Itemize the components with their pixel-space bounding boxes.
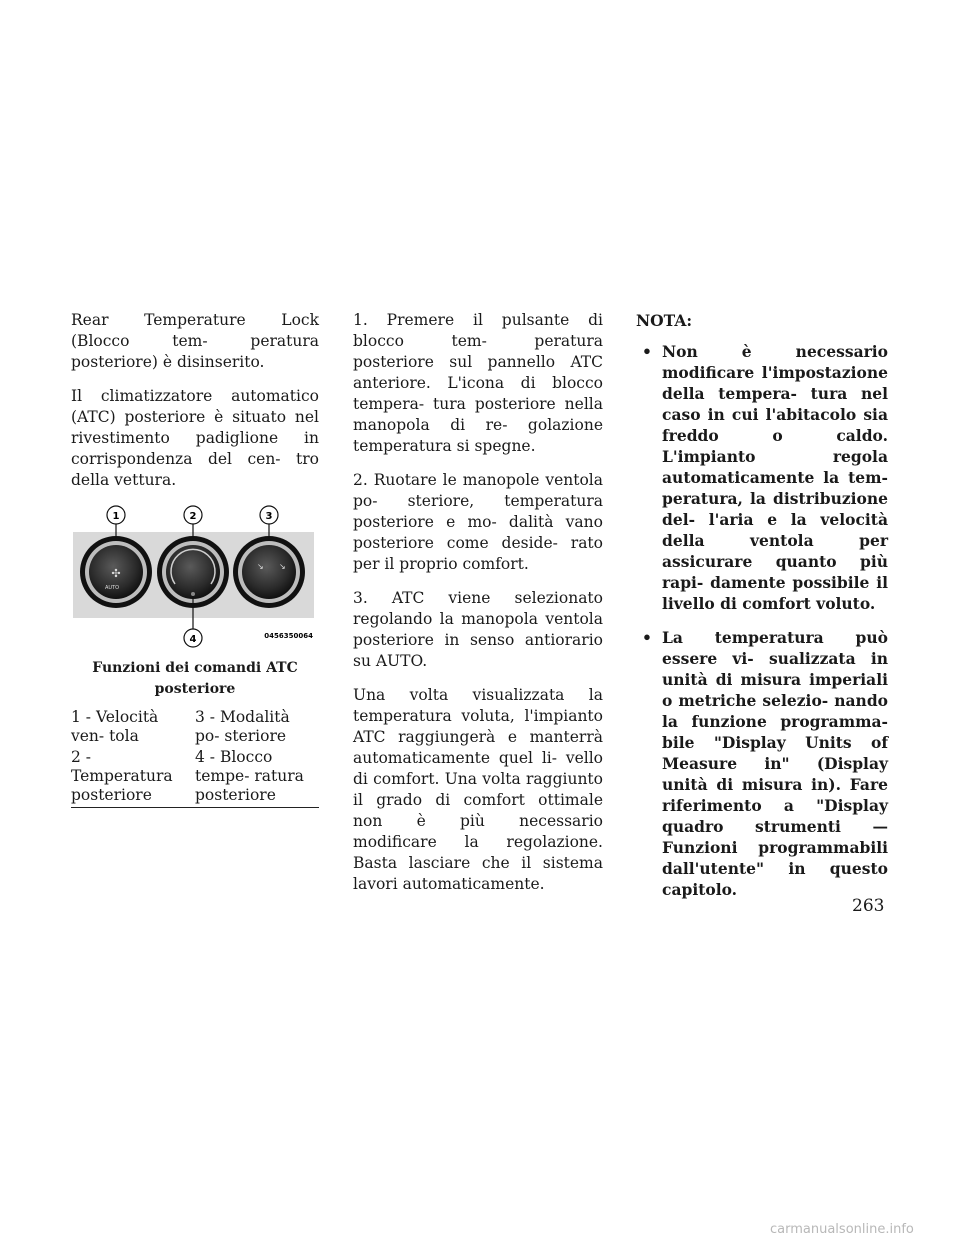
paragraph-comfort: Una volta visualizzata la temperatura voluta, l'impianto ATC raggiungerà e manterrà automaticamente quel li- vello di comfort. Una volta raggiunto il grado di comfort ottimale non è più necessario modificare la regolazione. Basta lasciare che il sistema lavori automaticamente. bbox=[353, 686, 603, 893]
left-column bbox=[71, 310, 319, 808]
note-title: NOTA: bbox=[636, 311, 693, 330]
step-3: 3. ATC viene selezionato regolando la manopola ventola posteriore in senso antiorario su AUTO. bbox=[353, 589, 603, 670]
legend-row bbox=[71, 748, 319, 808]
step-2: 2. Ruotare le manopole ventola po- steriore, temperatura posteriore e mo- dalità vano posteriore come deside- rato per il proprio comfort. bbox=[353, 471, 603, 573]
note-item: • La temperatura può essere vi- sualizzata in unità di misura imperiali o metriche selezio- nando la funzione programma- bile "Display Units of Measure in" (Display unità di misura in). Fare riferimento a "Display quadro strumenti — Funzioni programmabili dall'utente" in questo capitolo. bbox=[636, 627, 888, 900]
figure-code: 0456350064 bbox=[264, 632, 313, 640]
legend-row bbox=[71, 708, 319, 748]
svg-text:4: 4 bbox=[189, 634, 197, 645]
legend-item-1: 1 - Velocità ven- tola bbox=[71, 708, 159, 745]
step-1: 1. Premere il pulsante di blocco tem- peratura posteriore sul pannello ATC anteriore. L'icona di blocco tempera- tura posteriore nella manopola di re- golazione temperatura si spegne. bbox=[353, 311, 603, 455]
note-item: • Non è necessario modificare l'impostazione della tempera- tura nel caso in cui l'abitacolo sia freddo o caldo. L'impianto regola automaticamente la tem- peratura, la distribuzione del- l'aria e la velocità della ventola per assicurare quanto più rapi- damente possibile il livello di comfort voluto. bbox=[636, 341, 888, 614]
rear-atc-controls-figure bbox=[71, 504, 316, 654]
auto-label: AUTO bbox=[105, 585, 120, 591]
page-number: 263 bbox=[852, 896, 885, 916]
legend-item-2: 2 - Temperatura posteriore bbox=[71, 748, 173, 804]
svg-text:2: 2 bbox=[189, 511, 197, 522]
rear-atc-panel-illustration bbox=[71, 504, 316, 654]
watermark: carmanualsonline.info bbox=[770, 1222, 914, 1237]
fan-icon: ✣ bbox=[111, 567, 121, 580]
temperature-lock-indicator bbox=[191, 592, 195, 596]
mode-floor-icon: ↘ bbox=[279, 562, 286, 571]
note-list bbox=[636, 341, 888, 900]
mode-vent-icon: ↘ bbox=[257, 562, 264, 571]
figure-caption: Funzioni dei comandi ATC posteriore bbox=[92, 660, 298, 697]
svg-text:3: 3 bbox=[265, 511, 273, 522]
mode-knob bbox=[233, 536, 305, 608]
svg-text:1: 1 bbox=[112, 511, 120, 522]
right-column bbox=[636, 310, 888, 913]
paragraph-atc-location: Il climatizzatore automatico (ATC) posteriore è situato nel rivestimento padiglione in corrispondenza del cen- tro della vettura. bbox=[71, 387, 319, 489]
figure-legend bbox=[71, 708, 319, 808]
legend-item-4: 4 - Blocco tempe- ratura posteriore bbox=[195, 748, 304, 804]
middle-column bbox=[353, 310, 603, 908]
legend-item-3: 3 - Modalità po- steriore bbox=[195, 708, 290, 745]
paragraph-lock-status: Rear Temperature Lock (Blocco tem- peratura posteriore) è disinserito. bbox=[71, 311, 319, 371]
fan-speed-knob bbox=[80, 536, 152, 608]
